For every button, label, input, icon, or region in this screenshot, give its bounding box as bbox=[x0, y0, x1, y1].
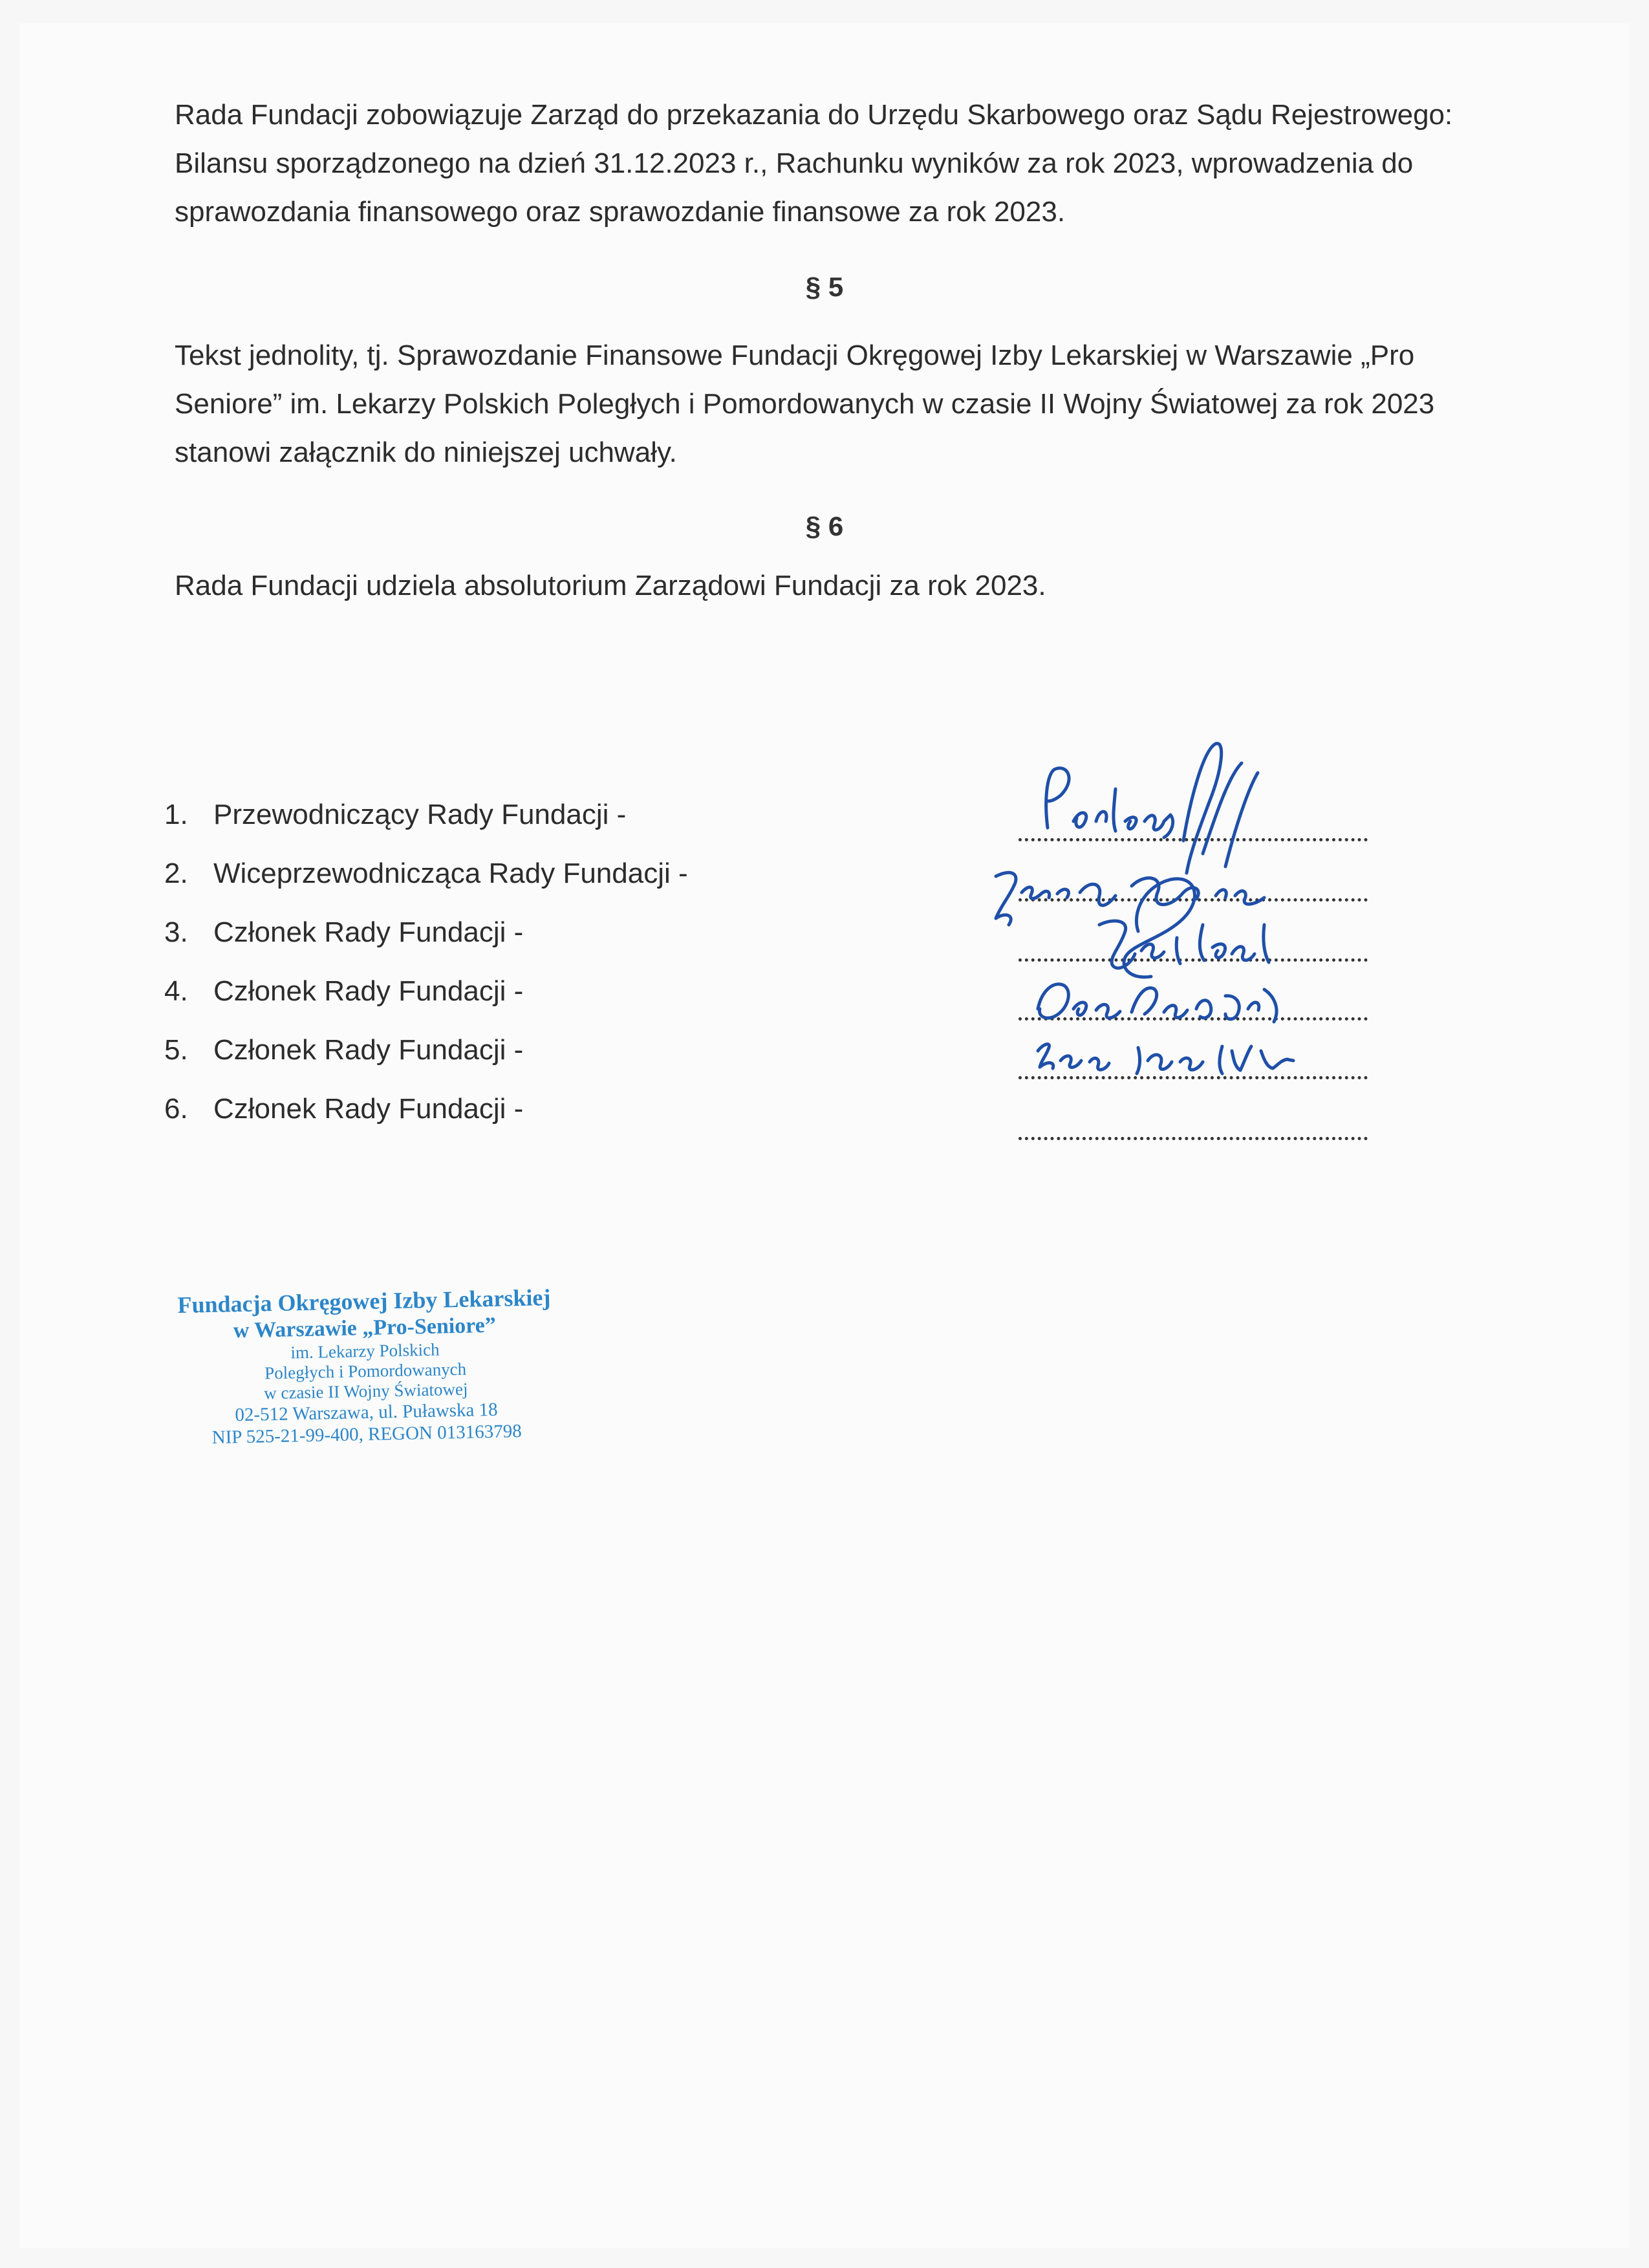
signature-5 bbox=[1038, 1044, 1293, 1074]
member-role: Wiceprzewodnicząca Rady Fundacji - bbox=[213, 858, 688, 889]
list-item bbox=[164, 972, 1070, 1031]
list-item bbox=[164, 1090, 1070, 1149]
stamp-line-2: w Warszawie „Pro-Seniore” bbox=[233, 1313, 497, 1343]
paragraph-absolutorium: Rada Fundacji udziela absolutorium Zarządowi Fundacji za rok 2023. bbox=[175, 570, 1046, 601]
paragraph-consolidated-text: Tekst jednolity, tj. Sprawozdanie Finansowe Fundacji Okręgowej Izby Lekarskiej w Warszawie „Pro Seniore” im. Lekarzy Polskich Poległych i Pomordowanych w czasie II Wojny Światowej za rok 2023 stanowi załącznik do niniejszej uchwały. bbox=[175, 340, 1435, 468]
list-number: 3. bbox=[164, 916, 188, 948]
stamp-line-1: Fundacja Okręgowej Izby Lekarskiej bbox=[177, 1284, 551, 1319]
list-number: 1. bbox=[164, 799, 188, 830]
foundation-stamp bbox=[154, 1282, 577, 1450]
handwritten-signatures bbox=[970, 724, 1390, 1086]
stamp-line-5: w czasie II Wojny Światowej bbox=[263, 1379, 468, 1403]
member-role: Członek Rady Fundacji - bbox=[213, 975, 524, 1007]
member-role: Członek Rady Fundacji - bbox=[213, 1093, 524, 1125]
member-role: Członek Rady Fundacji - bbox=[213, 1034, 524, 1066]
list-item bbox=[164, 1031, 1070, 1090]
stamp-line-3: im. Lekarzy Polskich bbox=[290, 1339, 440, 1363]
stamp-line-7: NIP 525-21-99-400, REGON 013163798 bbox=[211, 1420, 522, 1448]
paragraph-obligation: Rada Fundacji zobowiązuje Zarząd do przekazania do Urzędu Skarbowego oraz Sądu Rejestrowego: Bilansu sporządzonego na dzień 31.12.2023 r., Rachunku wyników za rok 2023, wprowadzenia do sprawozdania finansowego oraz sprawozdanie finansowe za rok 2023. bbox=[175, 99, 1453, 228]
section-5-heading: § 5 bbox=[805, 272, 844, 302]
board-members-list bbox=[164, 795, 1070, 1149]
list-number: 5. bbox=[164, 1034, 188, 1066]
signature-2 bbox=[996, 872, 1264, 925]
list-number: 2. bbox=[164, 858, 188, 889]
member-role: Członek Rady Fundacji - bbox=[213, 916, 524, 948]
list-number: 4. bbox=[164, 975, 188, 1007]
list-item bbox=[164, 795, 1070, 854]
signature-4 bbox=[1038, 984, 1277, 1022]
stamp-line-6: 02-512 Warszawa, ul. Puławska 18 bbox=[235, 1399, 498, 1426]
list-item bbox=[164, 913, 1070, 972]
section-6-heading: § 6 bbox=[805, 511, 844, 541]
list-number: 6. bbox=[164, 1093, 188, 1125]
signature-1 bbox=[1046, 768, 1173, 837]
member-role: Przewodniczący Rady Fundacji - bbox=[213, 799, 627, 830]
signature-line-6 bbox=[1018, 1137, 1368, 1140]
stamp-line-4: Poległych i Pomordowanych bbox=[264, 1359, 467, 1383]
list-item bbox=[164, 854, 1070, 913]
